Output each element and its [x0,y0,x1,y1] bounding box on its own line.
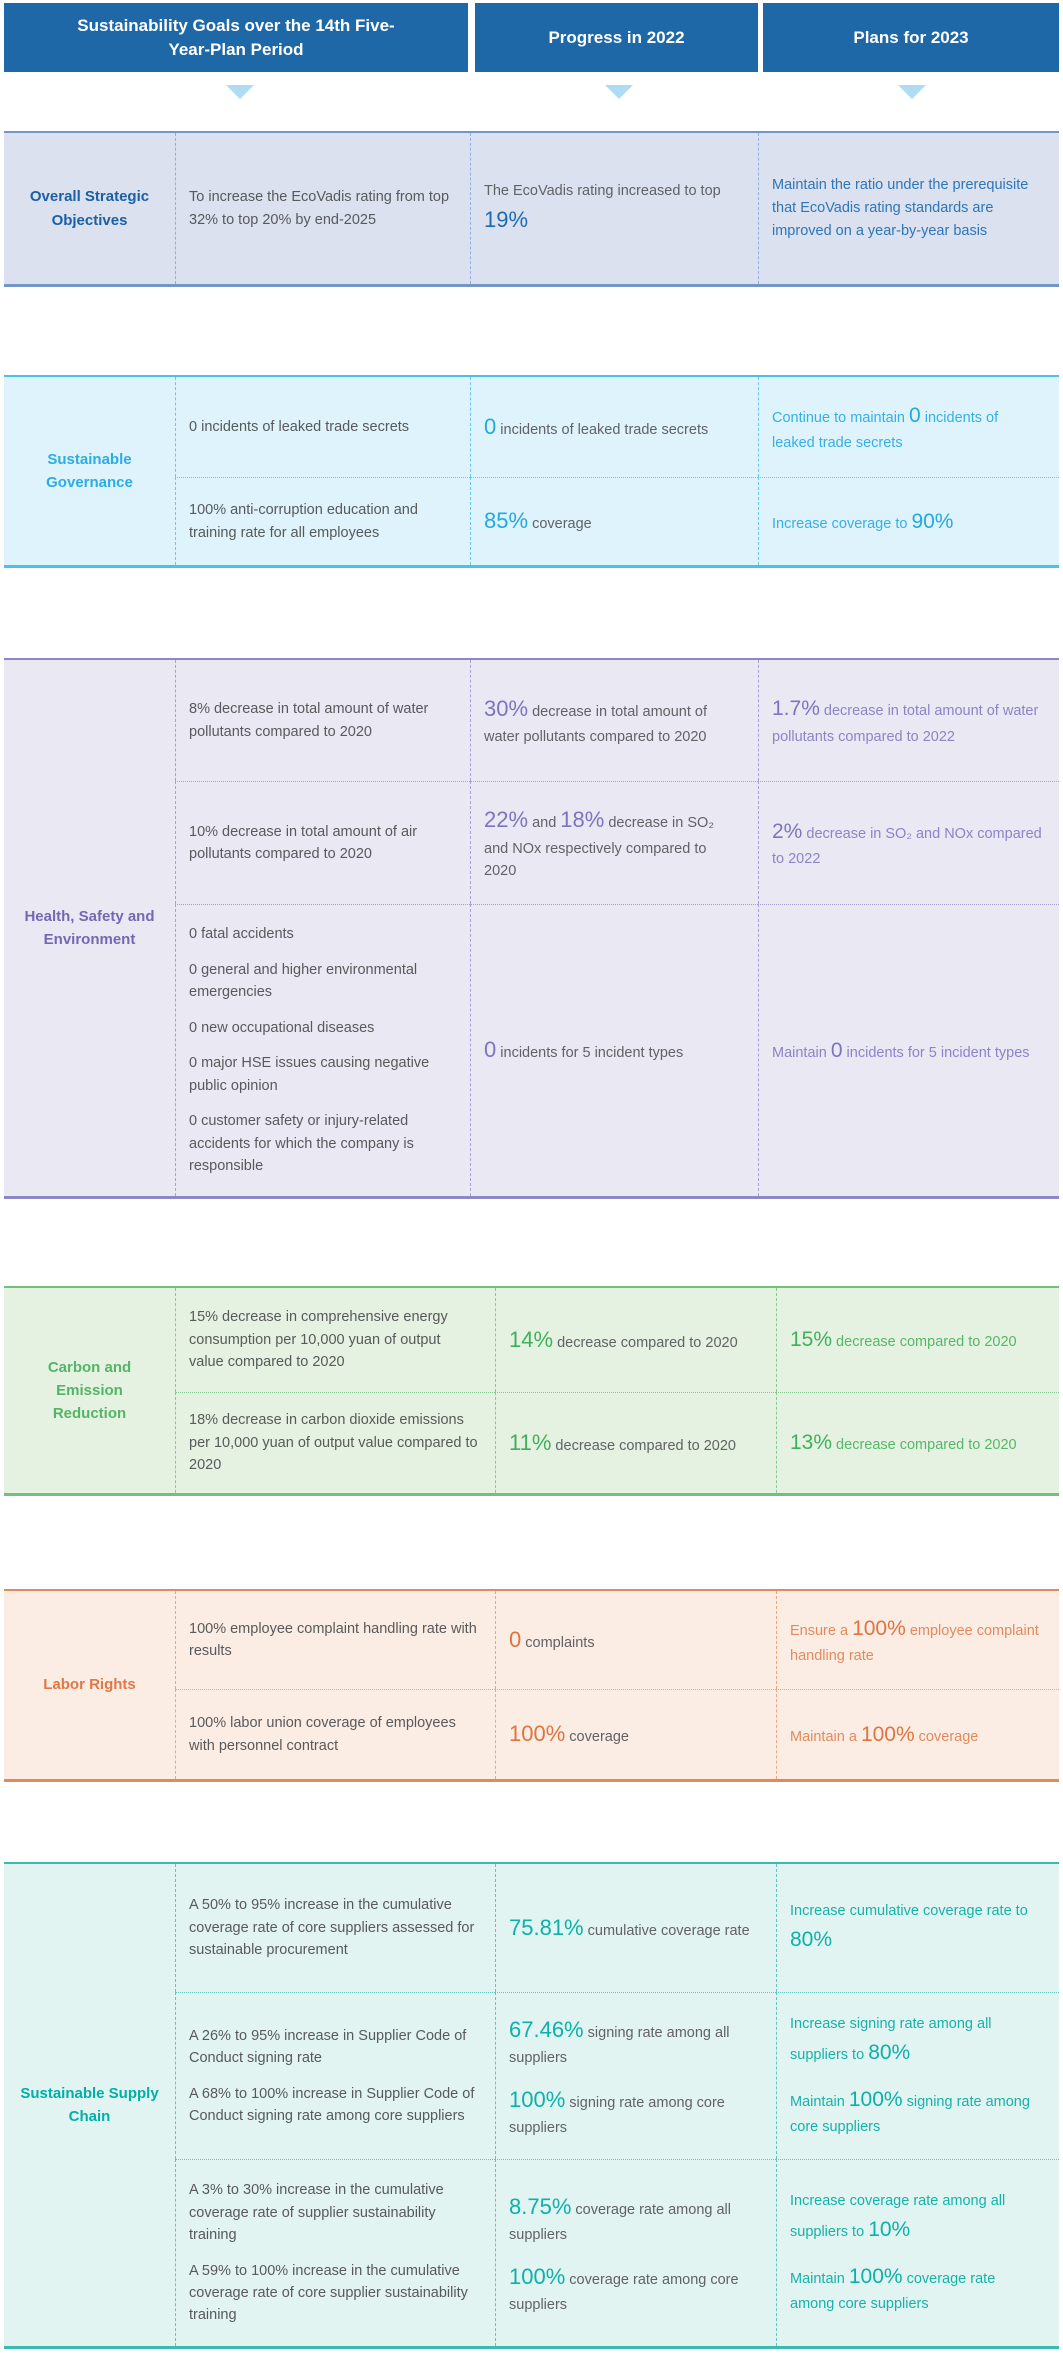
down-triangle-icon [605,85,633,99]
progress-highlight-value: 30% [484,696,529,722]
progress-text-segment: decrease in total amount of water pollutants compared to 2020 [484,704,707,746]
plans-cell [776,2159,1059,2346]
progress-text-segment: cumulative coverage rate [583,1922,750,1939]
progress-text [509,2190,760,2247]
goal-cell [175,2159,495,2346]
down-triangle-icon [898,85,926,99]
section-supply [4,1862,1059,2349]
goal-cell [175,1392,495,1493]
plans-cell [758,660,1059,781]
plans-cell [758,377,1059,477]
plans-text-segment: decrease in total amount of water pollutants compared to 2022 [772,703,1039,745]
header-progress-column [475,3,758,72]
plans-cell [758,477,1059,565]
progress-cell [495,1392,776,1493]
goal-cell [175,1689,495,1779]
goal-text: 10% decrease in total amount of air pollutants compared to 2020 [189,823,418,862]
goal-cell [175,1591,495,1689]
progress-text [509,2013,760,2070]
progress-highlight-value: 0 [484,1037,497,1063]
progress-text [484,410,742,444]
header-pointers [4,72,1059,131]
plans-cell [776,1288,1059,1392]
plans-text [790,1323,1043,1357]
section-label: Sustainable Governance [46,450,133,491]
header-plans-column [763,3,1059,72]
plans-cell [758,781,1059,904]
progress-text-segment: The EcoVadis rating increased to top [484,183,721,200]
plans-text [772,505,1043,539]
section-label: Overall Strategic Objectives [29,188,150,229]
plans-highlight-value: 13% [790,1431,833,1455]
progress-text [484,692,742,749]
progress-cell [470,660,758,781]
plans-text-segment: Maintain [790,2093,849,2110]
plans-text-segment: Ensure a [790,1622,853,1639]
progress-text [509,2260,760,2317]
goal-text: 100% employee complaint handling rate with results [189,1620,477,1659]
sections [4,131,1059,2349]
goal-text: A 26% to 95% increase in Supplier Code of Conduct signing rate [189,2027,467,2067]
progress-highlight-value: 14% [509,1326,554,1352]
progress-text-segment: signing rate among core suppliers [509,2094,725,2136]
progress-highlight-value: 8.75% [509,2193,572,2219]
section-label: Health, Safety and Environment [24,907,155,948]
progress-highlight-value: 100% [509,2086,566,2112]
progress-cell [470,133,758,284]
goal-cell [175,477,470,565]
plans-highlight-value: 100% [848,2264,903,2288]
progress-cell [495,1288,776,1392]
plans-text-segment: Maintain [772,1044,831,1061]
plans-cell [776,1864,1059,1992]
plans-text-segment: coverage [914,1728,979,1745]
plans-highlight-value: 1.7% [772,697,820,721]
goal-text: A 59% to 100% increase in the cumulative coverage rate of core supplier sustainability training [189,2262,468,2324]
progress-text [484,803,742,882]
goal-text: To increase the EcoVadis rating from top 32% to top 20% by end-2025 [189,189,450,228]
progress-text-segment: coverage rate among core suppliers [509,2271,739,2313]
goal-text: 0 new occupational diseases [189,1019,375,1036]
plans-text-segment: Continue to maintain [772,409,910,426]
progress-cell [495,1591,776,1689]
progress-cell [470,904,758,1196]
progress-cell [470,781,758,904]
progress-cell [470,477,758,565]
section-carbon [4,1286,1059,1496]
plans-text [772,174,1043,244]
progress-text [484,1033,742,1067]
plans-highlight-value: 15% [790,1328,833,1352]
plans-text-segment: incidents for 5 incident types [842,1044,1030,1061]
section-hse [4,658,1059,1199]
progress-highlight-value: 67.46% [509,2016,584,2042]
plans-text-segment: incidents of leaked trade secrets [772,409,999,452]
plans-highlight-value: 100% [848,2087,903,2111]
progress-text-segment: complaints [521,1634,595,1651]
progress-text [484,504,742,538]
progress-cell [495,1864,776,1992]
plans-text-segment: Maintain a [790,1728,861,1745]
progress-highlight-value: 0 [484,413,497,439]
section-label: Sustainable Supply Chain [20,2084,159,2125]
progress-text [509,1426,760,1460]
goal-text: 18% decrease in carbon dioxide emissions per 10,000 yuan of output value compared to 2020 [189,1412,478,1474]
header-goals-label: Sustainability Goals over the 14th Five-Year-Plan Period [77,15,395,59]
plans-highlight-value: 100% [860,1722,915,1746]
plans-cell [776,1992,1059,2159]
progress-text-segment: coverage [528,516,592,533]
plans-text-segment: Maintain [790,2270,849,2287]
plans-text-segment: signing rate among core suppliers [790,2093,1030,2136]
plans-text-segment: employee complaint handling rate [790,1622,1039,1665]
plans-text [772,399,1043,456]
progress-cell [495,1689,776,1779]
plans-text-segment: Increase coverage to [772,515,912,532]
plans-highlight-value: 90% [911,509,954,533]
plans-text [790,2190,1043,2247]
progress-text-segment: decrease in SO₂ and NOx respectively compared to 2020 [484,815,714,880]
plans-cell [776,1591,1059,1689]
plans-text-segment: Increase cumulative coverage rate to [790,1902,1028,1919]
progress-highlight-value: 18% [560,807,605,833]
progress-highlight-value: 85% [484,508,529,534]
plans-text [790,2260,1043,2317]
goal-text: 0 general and higher environmental emergencies [189,961,418,1001]
plans-text-segment: Maintain the ratio under the prerequisite that EcoVadis rating standards are improved on a year-by-year basis [772,176,1029,240]
plans-text [790,1426,1043,1460]
goal-text: 0 fatal accidents [189,926,294,943]
progress-highlight-value: 22% [484,807,529,833]
table-header [4,3,1059,72]
progress-text [509,2083,760,2140]
progress-highlight-value: 75.81% [509,1914,584,1940]
progress-text-segment: incidents for 5 incident types [496,1045,684,1062]
plans-text [772,815,1043,872]
plans-cell [758,133,1059,284]
goal-text: 0 major HSE issues causing negative public opinion [189,1055,430,1094]
header-progress-label: Progress in 2022 [548,27,685,47]
header-goals-column [4,3,468,72]
plans-text-segment: Increase signing rate among all suppliers to [790,2015,992,2063]
goal-text: 15% decrease in comprehensive energy consumption per 10,000 yuan of output value compared to 2020 [189,1309,448,1371]
header-plans-label: Plans for 2023 [853,27,969,47]
goal-text: 0 incidents of leaked trade secrets [189,418,410,435]
progress-text [484,180,742,237]
goal-text: 8% decrease in total amount of water pollutants compared to 2020 [189,701,429,740]
progress-text-segment: coverage rate among all suppliers [509,2201,731,2244]
plans-text [790,2013,1043,2070]
progress-text-segment: signing rate among all suppliers [509,2024,730,2067]
goal-cell [175,133,470,284]
progress-text-segment: incidents of leaked trade secrets [496,421,709,438]
section-labor [4,1589,1059,1782]
progress-highlight-value: 19% [484,206,529,232]
plans-text-segment: decrease compared to 2020 [832,1334,1017,1351]
progress-text-segment: decrease compared to 2020 [553,1334,738,1351]
plans-text [790,1718,1043,1752]
plans-text [790,1900,1043,1957]
progress-text [509,1717,760,1751]
plans-cell [776,1392,1059,1493]
section-label: Carbon and Emission Reduction [47,1358,132,1423]
progress-text-segment: and [528,815,561,832]
goal-cell [175,377,470,477]
plans-text [772,692,1043,749]
plans-cell [776,1689,1059,1779]
plans-cell [758,904,1059,1196]
plans-text-segment: decrease in SO₂ and NOx compared to 2022 [772,825,1042,868]
goal-cell [175,904,470,1196]
progress-text [509,1911,760,1945]
goal-text: 100% anti-corruption education and training rate for all employees [189,502,418,541]
plans-text [790,1612,1043,1669]
plans-highlight-value: 80% [790,1927,833,1951]
section-strategic [4,131,1059,287]
plans-text [772,1034,1043,1068]
goal-cell [175,1288,495,1392]
plans-highlight-value: 0 [909,403,921,427]
progress-highlight-value: 100% [509,1721,566,1747]
goal-text: A 68% to 100% increase in Supplier Code of Conduct signing rate among core suppliers [189,2085,475,2124]
down-triangle-icon [226,85,254,99]
goal-cell [175,781,470,904]
goal-cell [175,1992,495,2159]
section-label: Labor Rights [43,1676,136,1694]
plans-highlight-value: 0 [830,1038,843,1062]
progress-text [509,1323,760,1357]
progress-highlight-value: 11% [509,1429,552,1455]
plans-highlight-value: 80% [868,2040,911,2064]
progress-highlight-value: 100% [509,2263,566,2289]
goal-text: 100% labor union coverage of employees with personnel contract [189,1715,456,1754]
plans-text-segment: Increase coverage rate among all suppliers to [790,2192,1006,2240]
goal-text: A 50% to 95% increase in the cumulative coverage rate of core suppliers assessed for sustainable procurement [189,1897,475,1959]
progress-text [509,1623,760,1657]
plans-highlight-value: 2% [772,819,803,843]
plans-highlight-value: 100% [852,1616,906,1640]
plans-highlight-value: 10% [868,2217,911,2241]
goal-text: A 3% to 30% increase in the cumulative coverage rate of supplier sustainability training [189,2182,444,2244]
progress-cell [495,2159,776,2346]
goal-cell [175,1864,495,1992]
goal-cell [175,660,470,781]
progress-highlight-value: 0 [509,1626,522,1652]
progress-cell [470,377,758,477]
progress-text-segment: decrease compared to 2020 [551,1437,736,1454]
plans-text [790,2083,1043,2140]
section-governance [4,375,1059,568]
goal-text: 0 customer safety or injury-related accidents for which the company is responsible [189,1113,414,1175]
plans-text-segment: coverage rate among core suppliers [790,2270,996,2313]
plans-text-segment: decrease compared to 2020 [832,1437,1017,1454]
progress-text-segment: coverage [565,1729,629,1746]
progress-cell [495,1992,776,2159]
